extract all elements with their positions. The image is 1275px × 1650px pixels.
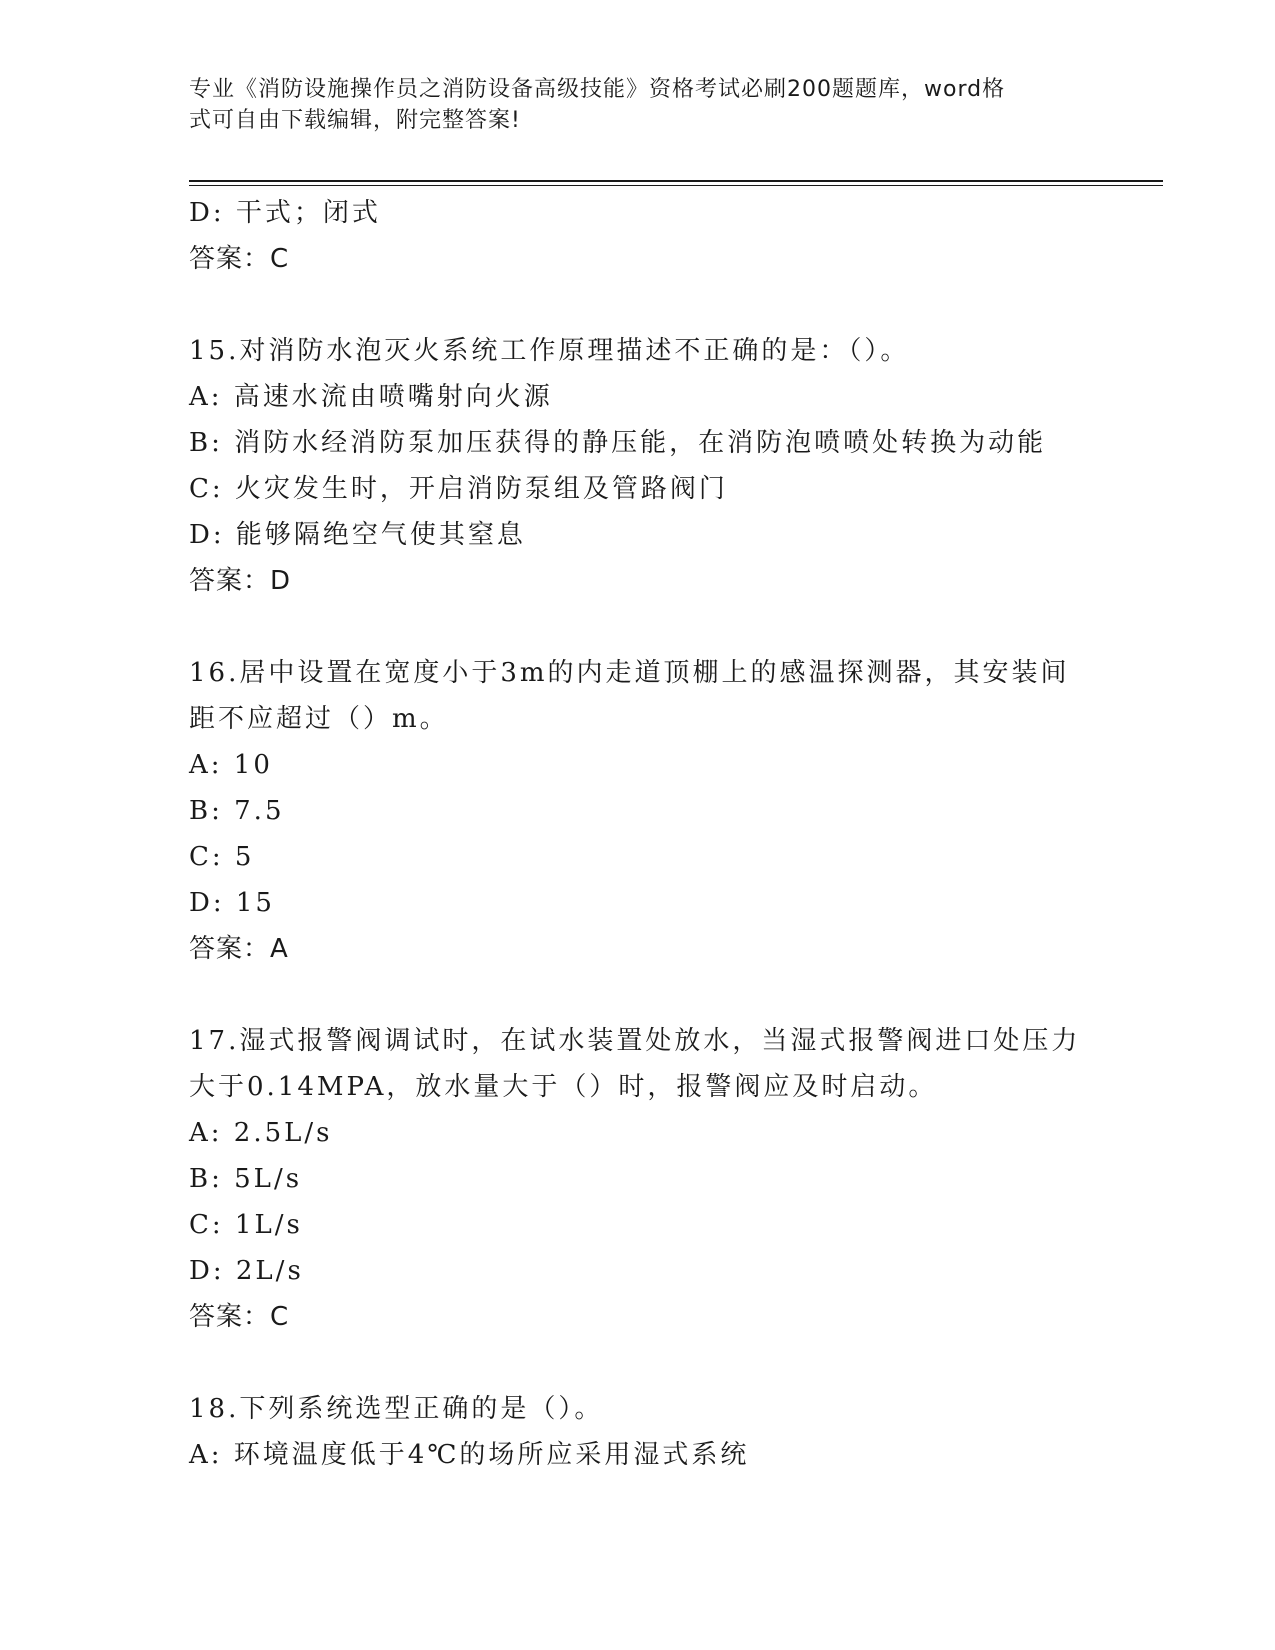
question-18 xyxy=(189,1386,1129,1478)
option-a: A: 2.5L/s xyxy=(189,1118,333,1148)
question-text: 18.下列系统选型正确的是（）。 xyxy=(189,1394,604,1424)
spacer xyxy=(189,972,1129,1018)
header-divider xyxy=(189,180,1163,186)
option-b: B: 7.5 xyxy=(189,796,285,826)
question-17 xyxy=(189,1018,1129,1340)
option-a: A: 10 xyxy=(189,750,273,780)
question-text-line-2: 大于0.14MPA，放水量大于（）时，报警阀应及时启动。 xyxy=(189,1072,938,1102)
option-a: A: 环境温度低于4℃的场所应采用湿式系统 xyxy=(189,1440,750,1470)
option-c: C: 1L/s xyxy=(189,1210,303,1240)
question-text-line-1: 17.湿式报警阀调试时，在试水装置处放水，当湿式报警阀进口处压力 xyxy=(189,1026,1081,1056)
question-15 xyxy=(189,328,1129,604)
option-a: A: 高速水流由喷嘴射向火源 xyxy=(189,382,553,412)
answer-line: 答案：C xyxy=(189,1302,290,1332)
spacer xyxy=(189,1340,1129,1386)
header-title-line-2: 式可自由下载编辑，附完整答案! xyxy=(189,108,521,133)
document-header xyxy=(189,74,1089,136)
option-d: D: 能够隔绝空气使其窒息 xyxy=(189,520,526,550)
question-text: 15.对消防水泡灭火系统工作原理描述不正确的是：（）。 xyxy=(189,336,910,366)
option-c: C: 5 xyxy=(189,842,255,872)
option-d: D: 干式；闭式 xyxy=(189,198,381,228)
question-text-line-2: 距不应超过（）m。 xyxy=(189,704,449,734)
previous-question-tail xyxy=(189,190,1129,282)
question-text-line-1: 16.居中设置在宽度小于3m的内走道顶棚上的感温探测器，其安装间 xyxy=(189,658,1070,688)
option-b: B: 消防水经消防泵加压获得的静压能，在消防泡喷喷处转换为动能 xyxy=(189,428,1047,458)
option-b: B: 5L/s xyxy=(189,1164,303,1194)
spacer xyxy=(189,282,1129,328)
option-d: D: 15 xyxy=(189,888,275,918)
option-c: C: 火灾发生时，开启消防泵组及管路阀门 xyxy=(189,474,728,504)
answer-line: 答案：C xyxy=(189,244,290,274)
question-16 xyxy=(189,650,1129,972)
question-content xyxy=(189,190,1129,1478)
spacer xyxy=(189,604,1129,650)
option-d: D: 2L/s xyxy=(189,1256,304,1286)
answer-line: 答案：D xyxy=(189,566,292,596)
answer-line: 答案：A xyxy=(189,934,289,964)
header-title-line-1: 专业《消防设施操作员之消防设备高级技能》资格考试必刷200题题库，word格 xyxy=(189,77,1006,102)
